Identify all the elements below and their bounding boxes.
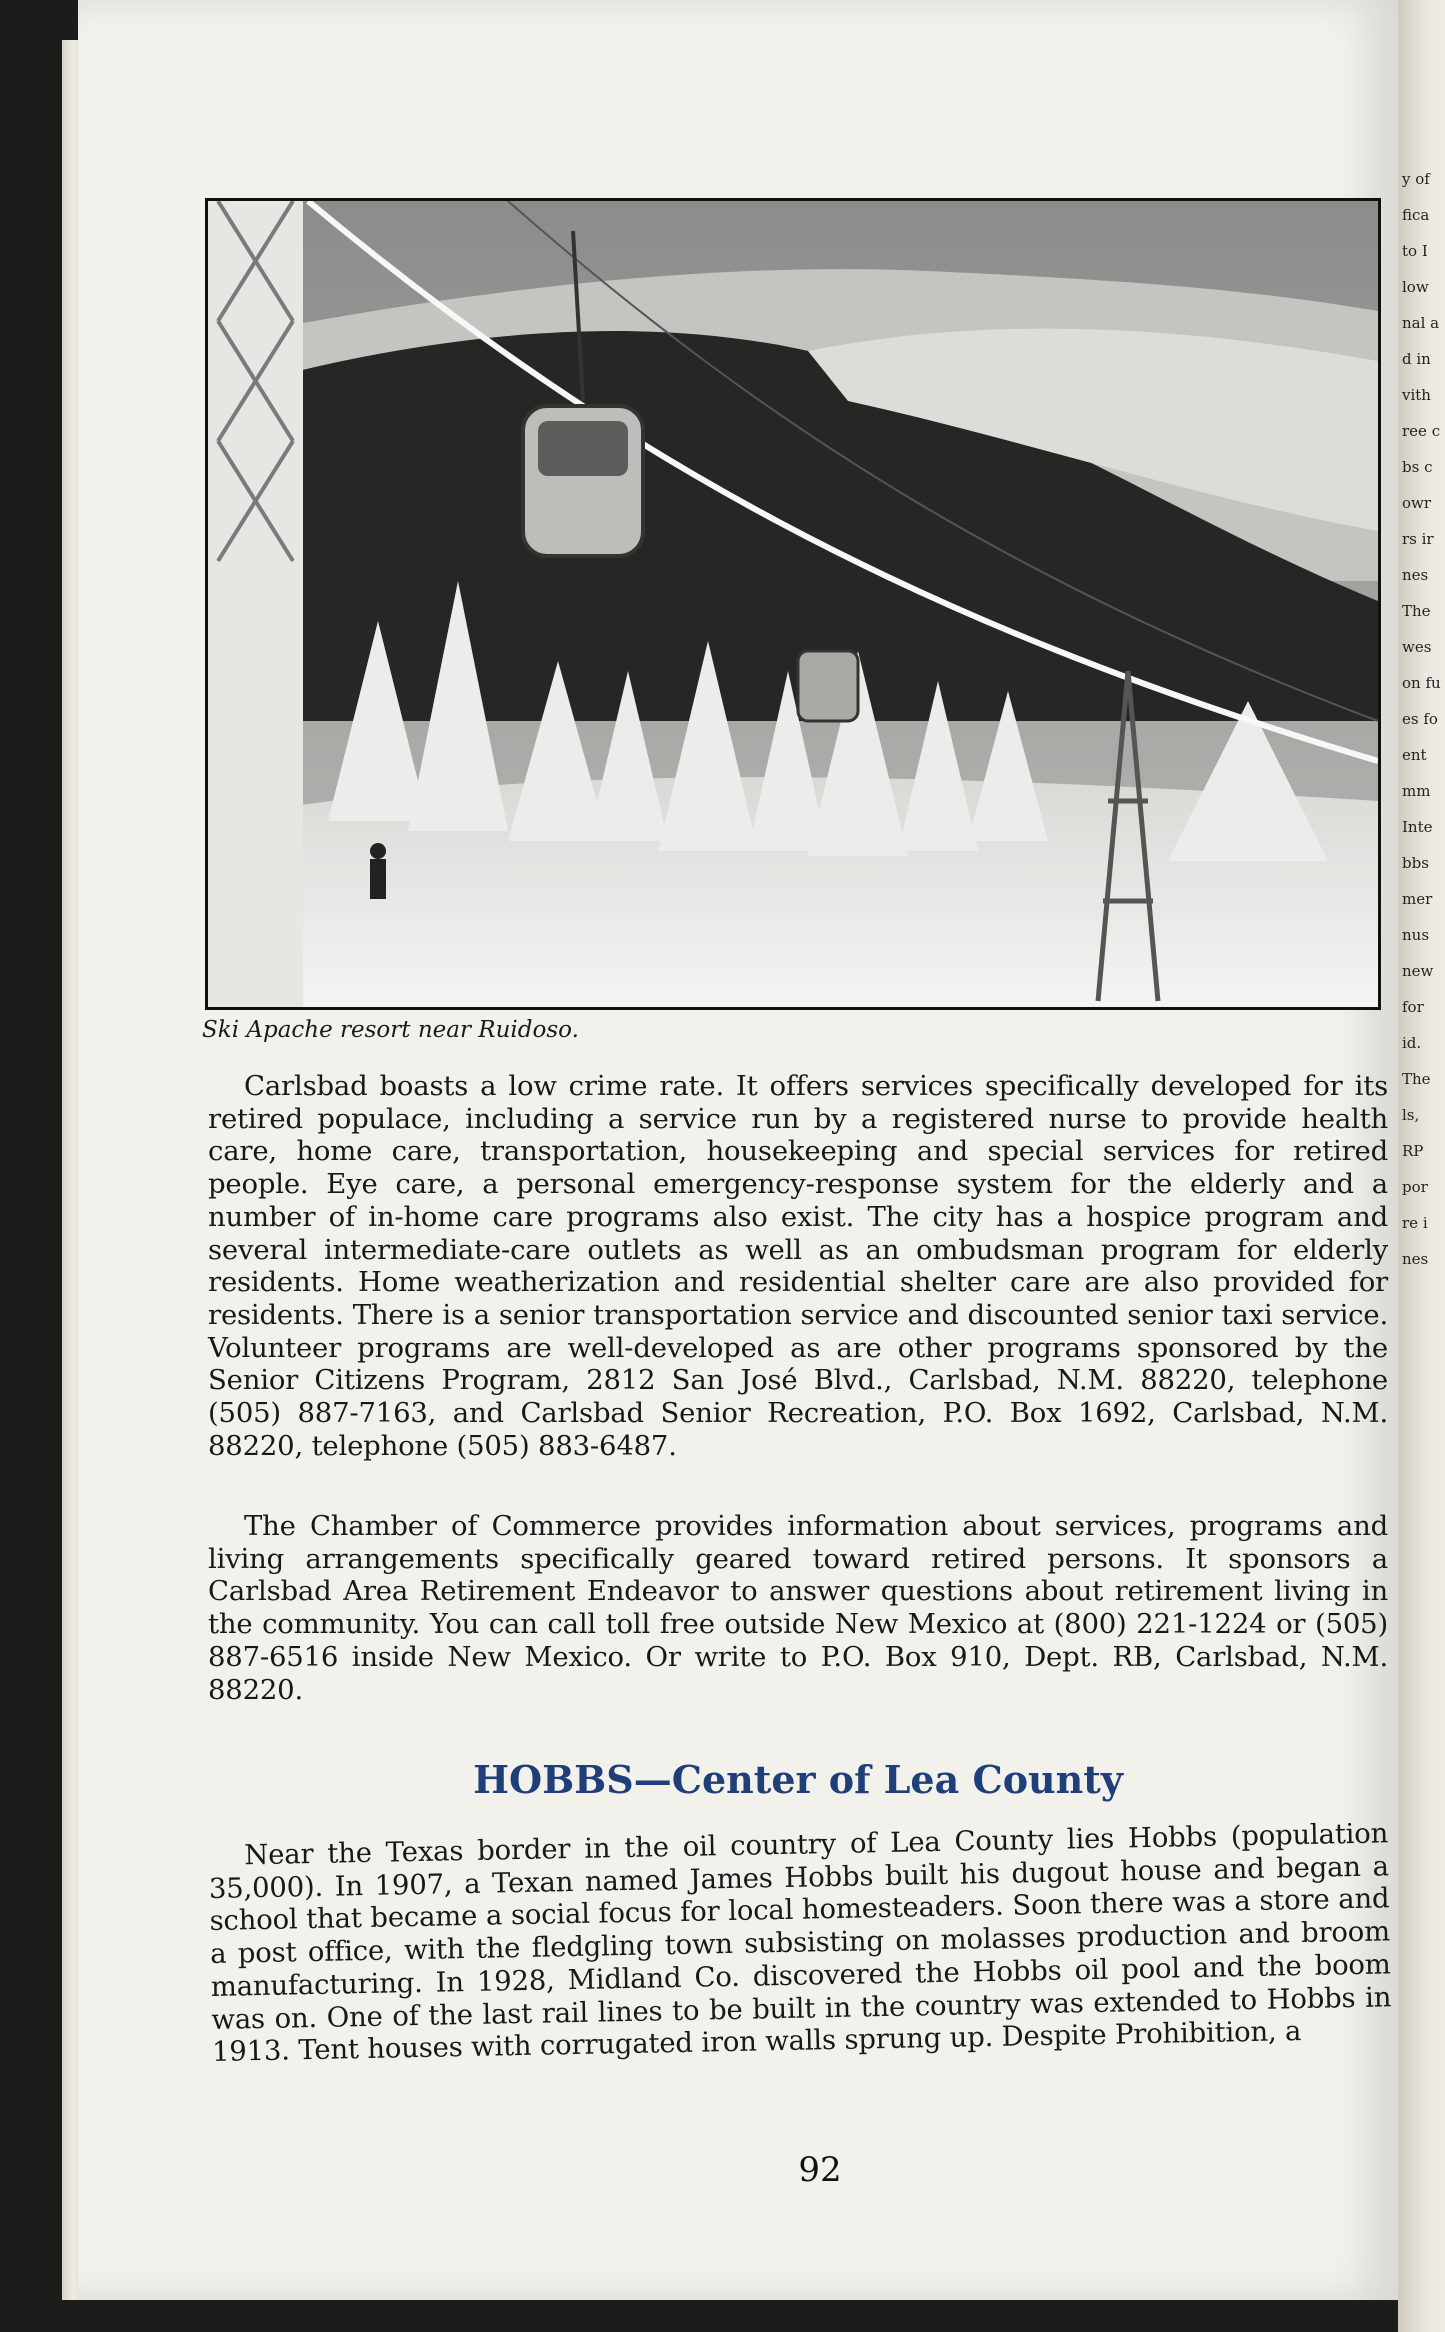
adjacent-page-strip — [1398, 0, 1445, 2332]
adjacent-page-fragment: new — [1402, 962, 1434, 980]
adjacent-page-fragment: owr — [1402, 494, 1432, 512]
adjacent-page-fragment: for — [1402, 998, 1424, 1016]
adjacent-page-fragment: d in — [1402, 350, 1431, 368]
adjacent-page-fragment: ent — [1402, 746, 1427, 764]
adjacent-page-fragment: RP — [1402, 1142, 1424, 1160]
adjacent-page-fragment: por — [1402, 1178, 1428, 1196]
section-heading: HOBBS—Center of Lea County — [473, 1757, 1123, 1802]
adjacent-page-fragment: id. — [1402, 1034, 1422, 1052]
adjacent-page-fragment: wes — [1402, 638, 1432, 656]
adjacent-page-fragment: rs ir — [1402, 530, 1434, 548]
adjacent-page-fragment: ls, — [1402, 1106, 1420, 1124]
adjacent-page-fragment: The — [1402, 1070, 1431, 1088]
adjacent-page-fragment: nes — [1402, 1250, 1429, 1268]
adjacent-page-fragment: nus — [1402, 926, 1430, 944]
adjacent-page-fragment: bs c — [1402, 458, 1433, 476]
adjacent-page-fragment: nal a — [1402, 314, 1440, 332]
adjacent-page-fragment: The — [1402, 602, 1431, 620]
adjacent-page-fragment: re i — [1402, 1214, 1428, 1232]
ski-resort-photo — [205, 198, 1381, 1010]
adjacent-page-fragment: to I — [1402, 242, 1428, 260]
adjacent-page-fragment: Inte — [1402, 818, 1433, 836]
paragraph-chamber-of-commerce: The Chamber of Commerce provides information about services, programs and living arrangements specifically geared toward retired persons. It sponsors a Carlsbad Area Retirement Endeavor to answer questions about retirement living in the community. You can call toll free outside New Mexico at (800) 221-1224 or (505) 887-6516 inside New Mexico. Or write to P.O. Box 910, Dept. RB, Carlsbad, N.M. 88220. — [208, 1510, 1388, 1706]
adjacent-page-fragment: nes — [1402, 566, 1429, 584]
adjacent-page-fragment: vith — [1402, 386, 1431, 404]
paragraph-carlsbad-services: Carlsbad boasts a low crime rate. It offers services specifically developed for its retired populace, including a service run by a registered nurse to provide health care, home care, transportation, housekeeping and special services for retired people. Eye care, a personal emergency-response system for the elderly and a number of in-home care programs also exist. The city has a hospice program and several intermediate-care outlets as well as an ombudsman program for elderly residents. Home weatherization and residential shelter care are also provided for residents. There is a senior transportation service and discounted senior taxi service. Volunteer programs are well-developed as are other programs sponsored by the Senior Citizens Program, 2812 San José Blvd., Carlsbad, N.M. 88220, telephone (505) 887-7163, and Carlsbad Senior Recreation, P.O. Box 1692, Carlsbad, N.M. 88220, telephone (505) 883-6487. — [208, 1070, 1388, 1462]
photo-caption: Ski Apache resort near Ruidoso. — [202, 1017, 579, 1043]
page-number: 92 — [798, 2150, 842, 2190]
adjacent-page-fragment: mm — [1402, 782, 1431, 800]
adjacent-page-fragment: y of — [1402, 170, 1430, 188]
adjacent-page-fragment: on fu — [1402, 674, 1441, 692]
adjacent-page-fragment: mer — [1402, 890, 1433, 908]
adjacent-page-fragment: bbs — [1402, 854, 1429, 872]
adjacent-page-fragment: es fo — [1402, 710, 1438, 728]
adjacent-page-fragment: fica — [1402, 206, 1430, 224]
adjacent-page-fragment: ree c — [1402, 422, 1441, 440]
adjacent-page-fragment: low — [1402, 278, 1429, 296]
paragraph-hobbs-history: Near the Texas border in the oil country of Lea County lies Hobbs (population 35,000). In 1907, a Texan named James Hobbs built his dugout house and began a school that became a social focus for local homesteaders. Soon there was a store and a post office, with the fledgling town subsisting on molasses production and broom manufacturing. In 1928, Midland Co. discovered the Hobbs oil pool and the boom was on. One of the last rail lines to be built in the country was extended to Hobbs in 1913. Tent houses with corrugated iron walls sprung up. Despite Prohibition, a — [208, 1817, 1392, 2069]
